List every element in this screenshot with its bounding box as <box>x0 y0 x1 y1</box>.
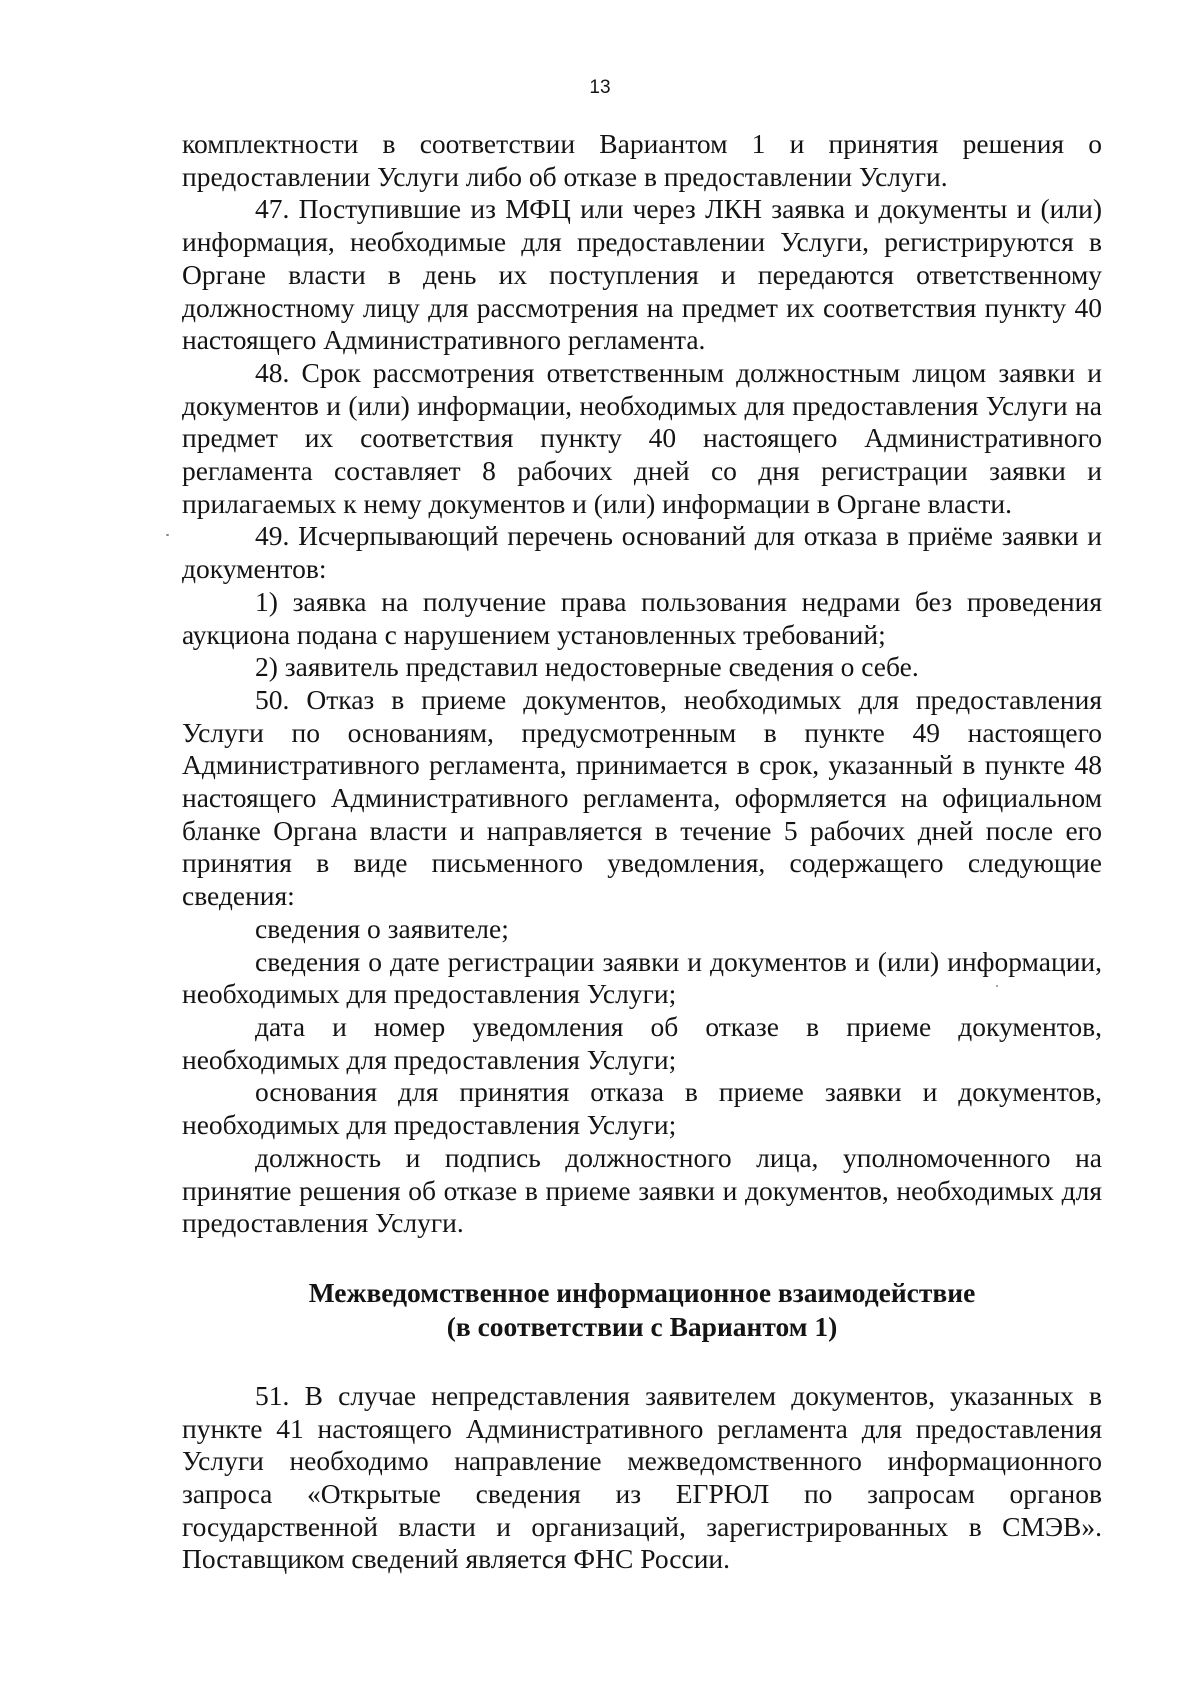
paragraph-51: 51. В случае непредставления заявителем документов, указанных в пункте 41 настоящего Административного регламента для предоставления Услуги необходимо направление межведомственного информационного запроса «Открытые сведения из ЕГРЮЛ по запросам органов государственной власти и организаций, зарегистрированных в СМЭВ». Поставщиком сведений является ФНС России. <box>182 1379 1102 1575</box>
paragraph-50-item-4: основания для принятия отказа в приеме заявки и документов, необходимых для предоставления Услуги; <box>182 1076 1102 1141</box>
paragraph-48: 48. Срок рассмотрения ответственным должностным лицом заявки и документов и (или) информации, необходимых для предоставления Услуги на предмет их соответствия пункту 40 настоящего Административного регламента составляет 8 рабочих дней со дня регистрации заявки и прилагаемых к нему документов и (или) информации в Органе власти. <box>182 356 1102 519</box>
paragraph-50-item-3: дата и номер уведомления об отказе в приеме документов, необходимых для предоставления Услуги; <box>182 1010 1102 1075</box>
paragraph-50-item-1: сведения о заявителе; <box>255 912 509 944</box>
paragraph-49-item-2: 2) заявитель представил недостоверные сведения о себе. <box>255 651 919 683</box>
paragraph-49-item-1: 1) заявка на получение права пользования недрами без проведения аукциона подана с нарушением установленных требований; <box>182 585 1102 650</box>
paragraph-49: 49. Исчерпывающий перечень оснований для отказа в приёме заявки и документов: <box>182 520 1102 585</box>
paragraph-continuation: комплектности в соответствии Вариантом 1 и принятия решения о предоставлении Услуги либо об отказе в предоставлении Услуги. <box>182 128 1102 192</box>
paragraph-47: 47. Поступившие из МФЦ или через ЛКН заявка и документы и (или) информация, необходимые для предоставлении Услуги, регистрируются в Органе власти в день их поступления и передаются ответственному должностному лицу для рассмотрения на предмет их соответствия пункту 40 настоящего Административного регламента. <box>182 193 1102 356</box>
paragraph-50-item-2: сведения о дате регистрации заявки и документов и (или) информации, необходимых для предоставления Услуги; <box>182 945 1102 1010</box>
scan-speck <box>166 534 169 536</box>
document-body <box>182 128 1102 1576</box>
section-heading-line-2: (в соответствии с Вариантом 1) <box>446 1310 838 1342</box>
section-heading <box>182 1276 1102 1344</box>
page-number: 13 <box>589 77 611 98</box>
paragraph-50: 50. Отказ в приеме документов, необходимых для предоставления Услуги по основаниям, предусмотренным в пункте 49 настоящего Административного регламента, принимается в срок, указанный в пункте 48 настоящего Административного регламента, оформляется на официальном бланке Органа власти и направляется в течение 5 рабочих дней после его принятия в виде письменного уведомления, содержащего следующие сведения: <box>182 683 1102 912</box>
section-heading-line-1: Межведомственное информационное взаимодействие <box>308 1276 976 1308</box>
paragraph-50-item-5: должность и подпись должностного лица, уполномоченного на принятие решения об отказе в приеме заявки и документов, необходимых для предоставления Услуги. <box>182 1141 1102 1239</box>
scan-speck <box>996 985 998 987</box>
